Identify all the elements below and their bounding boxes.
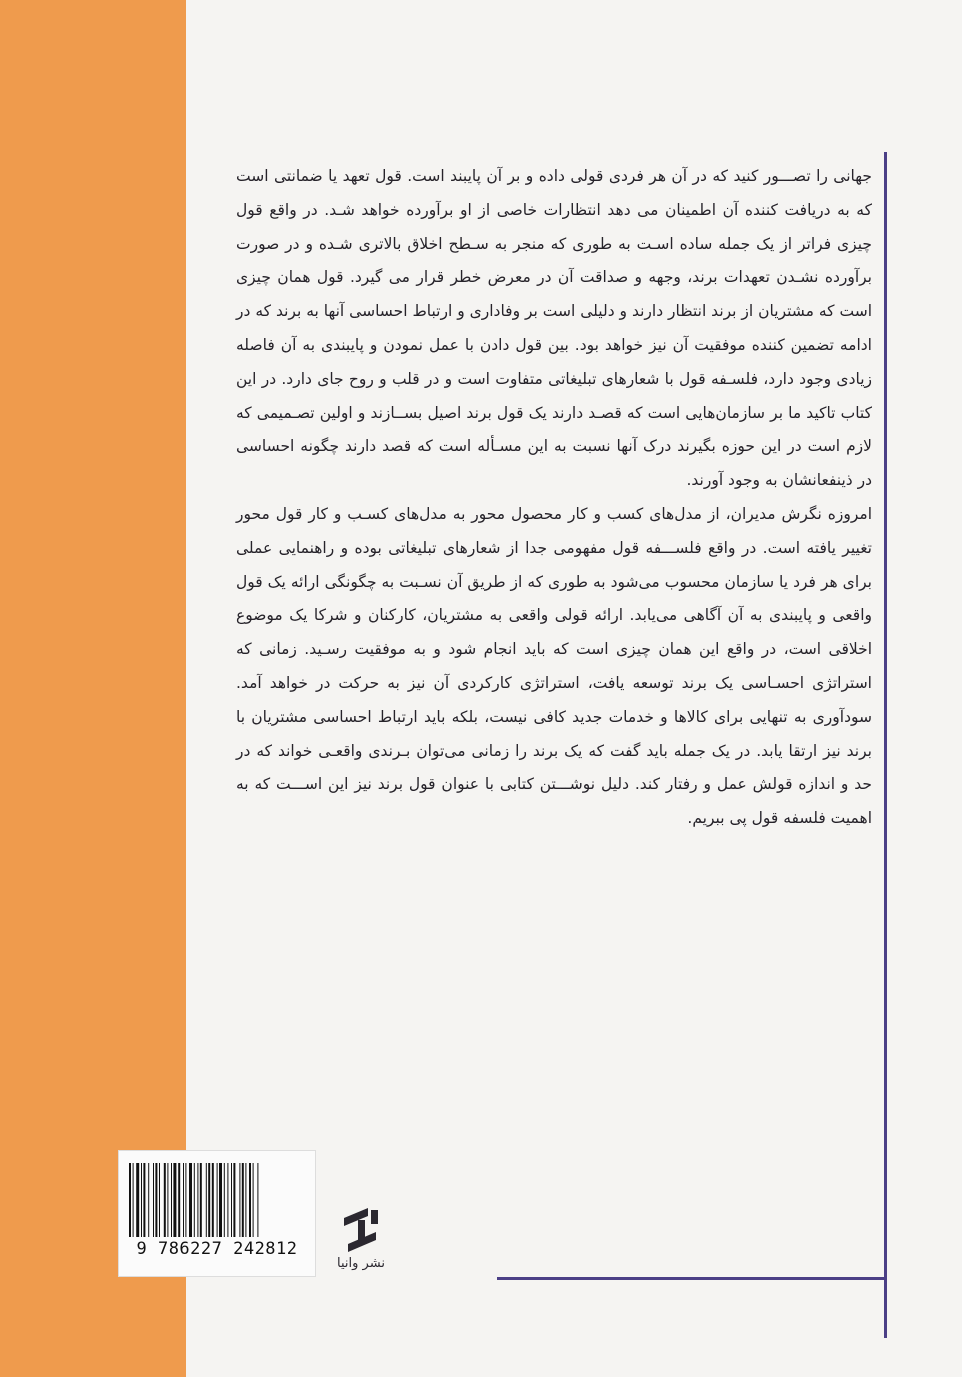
blurb-paragraph-1: جهانی را تصـــور کنید که در آن هر فردی قولی داده و بر آن پایبند است. قول تعهد یا ضمانتی است که به دریافت کننده آن اطمینان می دهد انتظارات خاصی از او برآورده خواهد شـد. در واقع قول چیزی فراتر از یک جمله ساده اسـت به طوری که منجر به سـطح اخلاق بالاتری شـده و در صورت برآورده نشـدن تعهدات برند، وجهه و صداقت آن در معرض خطر قرار می گیرد. قول همان چیزی است که مشتریان از برند انتظار دارند و دلیلی است بر وفاداری و ارتباط احساسی آنها به برند که در ادامه تضمین کننده موفقیت آن نیز خواهد بود. بین قول دادن با عمل نمودن و پایبندی به آن فاصله زیادی وجود دارد، فلسـفه قول با شعارهای تبلیغاتی متفاوت است و در قلب و روح جای دارد. در این کتاب تاکید ما بر سازمان‌هایی است که قصـد دارند یک قول برند اصیل بســازند و اولین تصـمیمی که لازم است در این حوزه بگیرند درک آنها نسبت به این مسـأله است که قصد دارند چگونه احساسی در ذینفعانشان به وجود آورند. [236,167,872,490]
isbn-barcode [118,1150,316,1277]
barcode-bar [242,1163,244,1237]
barcode-bar [164,1163,166,1237]
barcode-bar [148,1163,149,1237]
barcode-bar [153,1163,154,1237]
vania-logo-icon [338,1204,384,1254]
back-cover-blurb [236,160,872,836]
barcode-bar [249,1163,251,1237]
barcode-bar [200,1163,202,1237]
barcode-bar [167,1163,168,1237]
barcode-bar [257,1163,258,1237]
barcode-bar [189,1163,192,1237]
barcode-bar [136,1163,139,1237]
barcode-bar [227,1163,228,1237]
barcode-bar [253,1163,254,1237]
barcode-bar [212,1163,214,1237]
barcode-bar [173,1163,176,1237]
barcode-bar [231,1163,232,1237]
barcode-bar [233,1163,235,1237]
barcode-bar [219,1163,222,1237]
blurb-paragraph-2: امروزه نگرش مدیران، از مدل‌های کسب و کار محصول محور به مدل‌های کسـب و کار قول محور تغییر یافته است. در واقع فلســـفه قول مفهومی جدا از شعارهای تبلیغاتی بوده و راهنمایی عملی برای هر فرد یا سازمان محسوب می‌شود به طوری که از طریق آن نسـبت به چگونگی ارائه یک قول واقعی و پایبندی به آن آگاهی می‌یابد. ارائه قولی واقعی به مشتریان، کارکنان و شرکا یک موضوع اخلاقی است، در واقع این همان چیزی است که باید انجام شود و به موفقیت رسـید. زمانی که استراتژی احسـاسی یک برند توسعه یافت، استراتژی کارکردی آن نیز به حرکت در خواهد آمد. سودآوری به تنهایی برای کالاها و خدمات جدید کافی نیست، بلکه باید ارتباط احساسی مشتریان با برند نیز ارتقا یابد. در یک جمله باید گفت که یک برند را زمانی می‌توان بـرندی واقعـی خواند که در حد و اندازه قولش عمل و رفتار کند. دلیل نوشـــتن کتابی با عنوان قول برند نیز این اســـت که به اهمیت فلسفه قول پی ببریم. [236,504,872,828]
barcode-bar [159,1163,160,1237]
publisher-name: نشر وانیا [337,1256,385,1271]
barcode-bar [155,1163,157,1237]
barcode-bar [171,1163,172,1237]
barcode-bar [185,1163,186,1237]
barcode-bar [217,1163,218,1237]
barcode-bar [245,1163,246,1237]
barcode-bar [178,1163,180,1237]
barcode-bar [194,1163,195,1237]
vertical-accent-line [884,152,887,1338]
isbn-number: 9 786227 242812 [136,1239,298,1259]
horizontal-accent-line [497,1277,886,1280]
barcode-bar [141,1163,142,1237]
barcode-bar [239,1163,240,1237]
barcode-bar [129,1163,131,1237]
barcode-bar [197,1163,198,1237]
barcode-bars [127,1163,307,1237]
barcode-bar [224,1163,225,1237]
barcode-bar [206,1163,207,1237]
barcode-bar [208,1163,210,1237]
barcode-bar [133,1163,134,1237]
barcode-bar [183,1163,184,1237]
barcode-bar [143,1163,145,1237]
